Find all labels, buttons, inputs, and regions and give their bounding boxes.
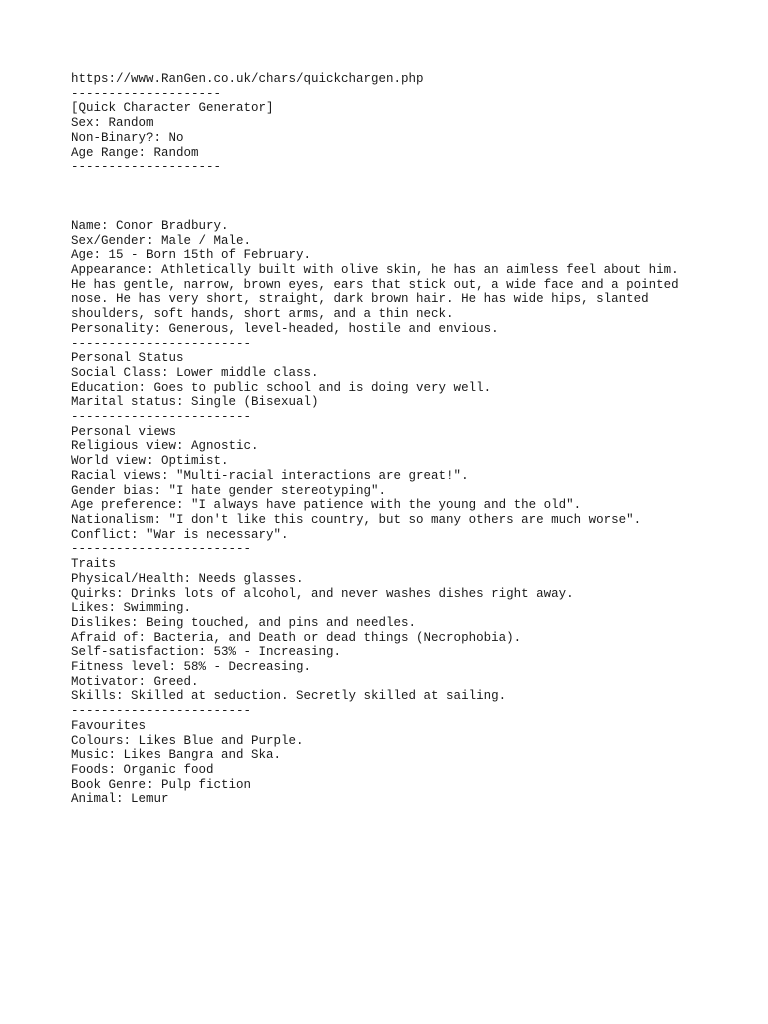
setting-non-binary: Non-Binary?: No — [71, 130, 184, 145]
conflict: Conflict: "War is necessary". — [71, 527, 289, 542]
skills: Skills: Skilled at seduction. Secretly skilled at sailing. — [71, 689, 507, 704]
document-page — [71, 72, 751, 807]
motivator: Motivator: Greed. — [71, 674, 199, 689]
section-heading-traits: Traits — [71, 557, 117, 572]
gender-bias: Gender bias: "I hate gender stereotyping". — [71, 483, 387, 498]
source-url: https://www.RanGen.co.uk/chars/quickchargen.php — [71, 72, 424, 86]
favourite-foods: Foods: Organic food — [71, 762, 214, 777]
generator-title: [Quick Character Generator] — [71, 101, 274, 116]
favourite-music: Music: Likes Bangra and Ska. — [71, 748, 282, 763]
section-heading-favourites: Favourites — [71, 718, 147, 733]
character-appearance-line: He has gentle, narrow, brown eyes, ears that stick out, a wide face and a pointed — [71, 277, 679, 292]
afraid-of: Afraid of: Bacteria, and Death or dead things (Necrophobia). — [71, 630, 522, 645]
fitness-level: Fitness level: 58% - Decreasing. — [71, 660, 312, 675]
divider: ------------------------ — [71, 542, 252, 557]
setting-age-range: Age Range: Random — [71, 145, 199, 160]
spacer — [71, 175, 751, 219]
divider: ------------------------ — [71, 704, 252, 719]
divider: -------------------- — [71, 160, 222, 175]
nationalism: Nationalism: "I don't like this country, but so many others are much worse". — [71, 512, 642, 527]
setting-sex: Sex: Random — [71, 116, 154, 131]
character-sex-gender: Sex/Gender: Male / Male. — [71, 233, 252, 248]
character-name: Name: Conor Bradbury. — [71, 218, 229, 233]
age-preference: Age preference: "I always have patience with the young and the old". — [71, 498, 582, 513]
social-class: Social Class: Lower middle class. — [71, 365, 319, 380]
religious-view: Religious view: Agnostic. — [71, 439, 259, 454]
character-appearance-line: nose. He has very short, straight, dark brown hair. He has wide hips, slanted — [71, 292, 649, 307]
marital-status: Marital status: Single (Bisexual) — [71, 395, 319, 410]
favourite-colours: Colours: Likes Blue and Purple. — [71, 733, 304, 748]
likes: Likes: Swimming. — [71, 601, 192, 616]
character-appearance-line: Appearance: Athletically built with olive skin, he has an aimless feel about him. — [71, 263, 679, 278]
favourite-book-genre: Book Genre: Pulp fiction — [71, 777, 252, 792]
racial-views: Racial views: "Multi-racial interactions are great!". — [71, 468, 469, 483]
divider: -------------------- — [71, 86, 222, 101]
world-view: World view: Optimist. — [71, 454, 229, 469]
divider: ------------------------ — [71, 410, 252, 425]
self-satisfaction: Self-satisfaction: 53% - Increasing. — [71, 645, 342, 660]
favourite-animal: Animal: Lemur — [71, 792, 169, 807]
section-heading-personal-status: Personal Status — [71, 351, 184, 366]
character-personality: Personality: Generous, level-headed, hostile and envious. — [71, 321, 499, 336]
divider: ------------------------ — [71, 336, 252, 351]
dislikes: Dislikes: Being touched, and pins and needles. — [71, 615, 417, 630]
character-appearance-line: shoulders, soft hands, short arms, and a thin neck. — [71, 307, 454, 322]
character-age: Age: 15 - Born 15th of February. — [71, 248, 312, 263]
education: Education: Goes to public school and is doing very well. — [71, 380, 492, 395]
physical-health: Physical/Health: Needs glasses. — [71, 571, 304, 586]
quirks: Quirks: Drinks lots of alcohol, and never washes dishes right away. — [71, 586, 574, 601]
section-heading-personal-views: Personal views — [71, 424, 177, 439]
